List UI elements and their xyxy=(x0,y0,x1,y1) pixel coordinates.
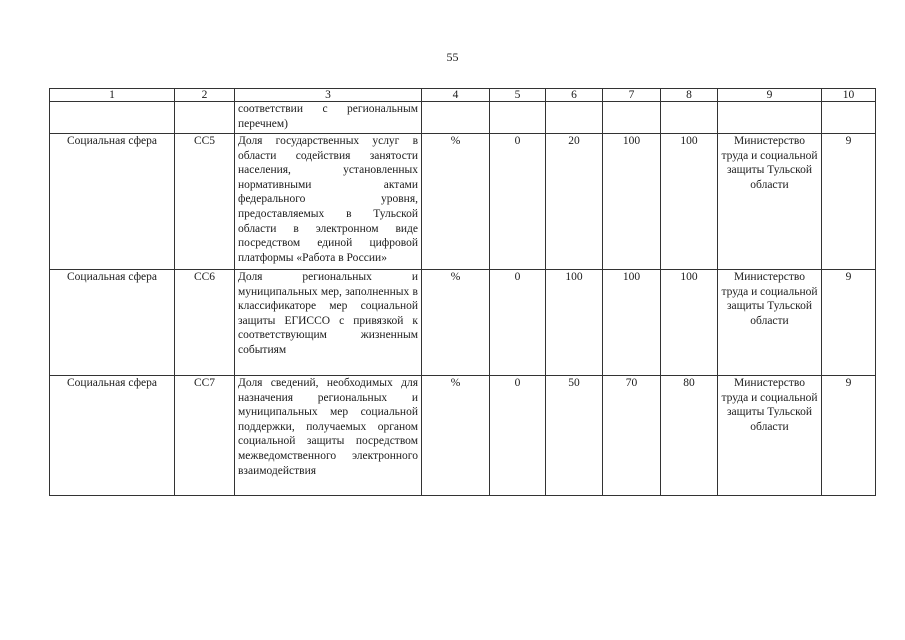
column-number: 10 xyxy=(822,89,876,102)
value-cell: 70 xyxy=(603,376,661,496)
responsible-cell: Министерство труда и социальной защиты Тульской области xyxy=(718,376,822,496)
value-cell: 100 xyxy=(546,270,603,376)
continuation-row xyxy=(50,102,876,134)
table-row xyxy=(50,134,876,270)
value-cell: 9 xyxy=(822,270,876,376)
table-row xyxy=(50,376,876,496)
column-number: 5 xyxy=(490,89,546,102)
sphere-cell: Социальная сфера xyxy=(50,270,175,376)
unit-cell: % xyxy=(422,376,490,496)
empty-cell xyxy=(50,102,175,134)
indicator-name-cell: Доля региональных и муниципальных мер, заполненных в классификаторе мер социальной защиты ЕГИССО с привязкой к соответствующим жизненным событиям xyxy=(235,270,422,376)
value-cell: 9 xyxy=(822,376,876,496)
column-number: 2 xyxy=(175,89,235,102)
page-number: 55 xyxy=(446,50,459,64)
responsible-cell: Министерство труда и социальной защиты Тульской области xyxy=(718,270,822,376)
code-cell: СС5 xyxy=(175,134,235,270)
column-number: 8 xyxy=(661,89,718,102)
indicator-name-continuation: соответствии с региональным перечнем) xyxy=(235,102,422,134)
column-number: 1 xyxy=(50,89,175,102)
value-cell: 9 xyxy=(822,134,876,270)
column-number: 7 xyxy=(603,89,661,102)
column-number: 3 xyxy=(235,89,422,102)
empty-cell xyxy=(718,102,822,134)
value-cell: 0 xyxy=(490,376,546,496)
column-number: 4 xyxy=(422,89,490,102)
code-cell: СС6 xyxy=(175,270,235,376)
value-cell: 20 xyxy=(546,134,603,270)
code-cell: СС7 xyxy=(175,376,235,496)
indicator-name-cell: Доля сведений, необходимых для назначения региональных и муниципальных мер социальной поддержки, получаемых органом социальной защиты посредством межведомственного электронного взаимодействия xyxy=(235,376,422,496)
value-cell: 0 xyxy=(490,270,546,376)
indicators-table xyxy=(49,88,876,496)
sphere-cell: Социальная сфера xyxy=(50,134,175,270)
value-cell: 50 xyxy=(546,376,603,496)
empty-cell xyxy=(661,102,718,134)
empty-cell xyxy=(490,102,546,134)
empty-cell xyxy=(603,102,661,134)
value-cell: 80 xyxy=(661,376,718,496)
empty-cell xyxy=(175,102,235,134)
value-cell: 100 xyxy=(603,134,661,270)
column-numbers-row xyxy=(50,89,876,102)
unit-cell: % xyxy=(422,134,490,270)
responsible-cell: Министерство труда и социальной защиты Тульской области xyxy=(718,134,822,270)
value-cell: 0 xyxy=(490,134,546,270)
value-cell: 100 xyxy=(661,134,718,270)
column-number: 6 xyxy=(546,89,603,102)
value-cell: 100 xyxy=(603,270,661,376)
table-row xyxy=(50,270,876,376)
value-cell: 100 xyxy=(661,270,718,376)
unit-cell: % xyxy=(422,270,490,376)
empty-cell xyxy=(422,102,490,134)
column-number: 9 xyxy=(718,89,822,102)
empty-cell xyxy=(822,102,876,134)
empty-cell xyxy=(546,102,603,134)
sphere-cell: Социальная сфера xyxy=(50,376,175,496)
indicator-name-cell: Доля государственных услуг в области содействия занятости населения, установленных нормативными актами федерального уровня, предоставляемых в Тульской области в электронном виде посредством единой цифровой платформы «Работа в России» xyxy=(235,134,422,270)
